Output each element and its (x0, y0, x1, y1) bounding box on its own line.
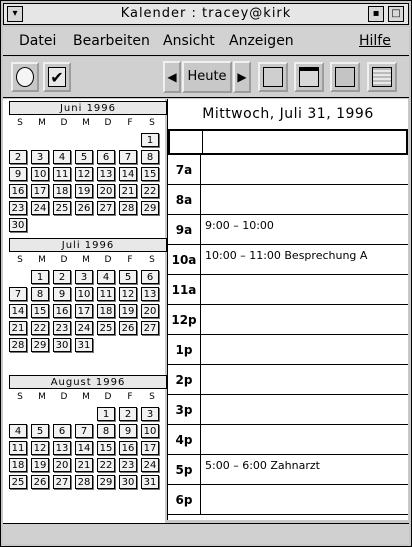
day-button[interactable]: 3 (141, 407, 159, 421)
day-button[interactable]: 9 (53, 287, 71, 301)
day-button[interactable]: 29 (141, 201, 159, 215)
month-view-button[interactable] (330, 62, 360, 92)
day-button[interactable]: 18 (53, 184, 71, 198)
appointment-slot[interactable] (201, 305, 408, 334)
menu-ansicht[interactable]: Ansicht (163, 33, 215, 49)
weekday-header-row (9, 392, 167, 404)
day-button[interactable]: 13 (53, 441, 71, 455)
day-button[interactable]: 20 (97, 184, 115, 198)
day-button[interactable]: 23 (9, 201, 27, 215)
day-button[interactable]: 22 (141, 184, 159, 198)
mini-calendar-panel (3, 99, 165, 524)
day-button[interactable]: 25 (97, 321, 115, 335)
hour-label: 6p (168, 485, 201, 514)
hour-label: 2p (168, 365, 201, 394)
weekday-label: D (60, 255, 68, 265)
day-button[interactable]: 18 (97, 304, 115, 318)
day-button[interactable]: 27 (97, 201, 115, 215)
weekday-label: F (127, 392, 133, 402)
hour-label: 10a (168, 245, 201, 274)
day-button[interactable]: 21 (9, 321, 27, 335)
day-button[interactable]: 12 (119, 287, 137, 301)
hour-row[interactable] (168, 185, 408, 215)
day-button[interactable]: 28 (119, 201, 137, 215)
day-button[interactable]: 24 (141, 458, 159, 472)
menu-hilfe[interactable]: Hilfe (359, 33, 391, 49)
day-button[interactable]: 16 (119, 441, 137, 455)
day-button[interactable]: 7 (9, 287, 27, 301)
day-button[interactable]: 12 (75, 167, 93, 181)
appointment-slot[interactable]: 5:00 – 6:00 Zahnarzt (205, 459, 320, 472)
day-button[interactable]: 8 (97, 424, 115, 438)
day-button[interactable]: 29 (97, 475, 115, 489)
appointment-slot[interactable] (201, 275, 408, 304)
day-button[interactable]: 19 (31, 458, 49, 472)
day-button[interactable]: 20 (53, 458, 71, 472)
hour-label: 12p (168, 305, 201, 334)
day-button[interactable]: 15 (97, 441, 115, 455)
hour-label: 11a (168, 275, 201, 304)
weekday-label: M (82, 118, 90, 128)
hour-label: 9a (168, 215, 201, 244)
mini-month-title[interactable]: August 1996 (9, 375, 167, 389)
hour-label: 3p (168, 395, 201, 424)
day-button[interactable]: 30 (119, 475, 137, 489)
day-button[interactable]: 3 (31, 150, 49, 164)
weekday-label: M (38, 118, 46, 128)
day-button[interactable]: 3 (75, 270, 93, 284)
status-bar (3, 523, 409, 544)
mini-month-august (9, 375, 167, 492)
day-button[interactable]: 24 (75, 321, 93, 335)
hour-row[interactable] (168, 365, 408, 395)
day-button[interactable]: 14 (75, 441, 93, 455)
day-button[interactable]: 22 (31, 321, 49, 335)
day-button[interactable]: 19 (75, 184, 93, 198)
day-button[interactable]: 12 (31, 441, 49, 455)
mini-month-title[interactable]: Juli 1996 (9, 238, 167, 252)
day-button[interactable]: 10 (31, 167, 49, 181)
title-bar[interactable] (3, 3, 409, 25)
day-button[interactable]: 23 (119, 458, 137, 472)
day-button[interactable]: 6 (97, 150, 115, 164)
appointment-slot[interactable] (201, 425, 408, 454)
day-button[interactable]: 11 (97, 287, 115, 301)
hour-row[interactable] (168, 275, 408, 305)
day-button[interactable]: 8 (31, 287, 49, 301)
day-button[interactable]: 1 (97, 407, 115, 421)
day-button[interactable]: 15 (141, 167, 159, 181)
weekday-label: D (60, 118, 68, 128)
day-button[interactable]: 30 (53, 338, 71, 352)
day-button[interactable]: 4 (9, 424, 27, 438)
hour-label: 4p (168, 425, 201, 454)
window-menu-button[interactable]: ▾ (7, 6, 23, 22)
weekday-label: S (17, 118, 23, 128)
appointment-slot[interactable] (201, 365, 408, 394)
day-button[interactable]: 17 (75, 304, 93, 318)
day-button[interactable]: 15 (31, 304, 49, 318)
hour-label: 1p (168, 335, 201, 364)
day-button[interactable]: 4 (53, 150, 71, 164)
weekday-label: M (38, 392, 46, 402)
day-button[interactable]: 9 (9, 167, 27, 181)
all-day-slot[interactable] (168, 129, 408, 155)
menu-datei[interactable]: Datei (19, 33, 57, 49)
hour-row[interactable] (168, 305, 408, 335)
day-button[interactable]: 31 (75, 338, 93, 352)
weekday-label: F (127, 118, 133, 128)
day-button[interactable]: 16 (53, 304, 71, 318)
hour-list (168, 155, 408, 515)
day-button[interactable]: 7 (75, 424, 93, 438)
menu-bearbeiten[interactable]: Bearbeiten (73, 33, 150, 49)
day-button[interactable]: 2 (53, 270, 71, 284)
day-button[interactable]: 5 (31, 424, 49, 438)
day-button[interactable]: 19 (119, 304, 137, 318)
day-button[interactable]: 6 (141, 270, 159, 284)
weekday-label: S (149, 392, 155, 402)
day-view-icon (263, 67, 283, 87)
day-button[interactable]: 2 (119, 407, 137, 421)
day-button[interactable]: 24 (31, 201, 49, 215)
appointment-slot[interactable]: 9:00 – 10:00 (205, 219, 274, 232)
hour-label: 5p (168, 455, 201, 484)
appointment-slot[interactable] (201, 485, 408, 514)
hour-row[interactable] (168, 155, 408, 185)
year-view-button[interactable] (367, 62, 397, 92)
day-grid (9, 270, 167, 355)
day-button[interactable]: 7 (119, 150, 137, 164)
weekday-label: F (127, 255, 133, 265)
weekday-label: S (17, 392, 23, 402)
hour-label: 7a (168, 155, 201, 184)
weekday-label: M (82, 392, 90, 402)
day-button[interactable]: 25 (9, 475, 27, 489)
day-button[interactable]: 21 (75, 458, 93, 472)
day-grid (9, 133, 167, 235)
hour-row[interactable] (168, 335, 408, 365)
mini-month-june (9, 101, 167, 235)
day-button[interactable]: 9 (119, 424, 137, 438)
week-view-button[interactable] (294, 62, 324, 92)
previous-day-button[interactable]: ◀ (163, 61, 181, 93)
hour-row[interactable] (168, 245, 408, 275)
weekday-label: S (149, 118, 155, 128)
day-button[interactable]: 31 (141, 475, 159, 489)
day-button[interactable]: 26 (119, 321, 137, 335)
day-button[interactable]: 14 (119, 167, 137, 181)
day-button[interactable]: 17 (31, 184, 49, 198)
day-button[interactable]: 10 (141, 424, 159, 438)
hour-row[interactable] (168, 485, 408, 515)
weekday-label: S (149, 255, 155, 265)
appointment-slot[interactable] (201, 335, 408, 364)
day-button[interactable]: 8 (141, 150, 159, 164)
mini-month-july (9, 238, 167, 355)
day-button[interactable]: 11 (53, 167, 71, 181)
weekday-header-row (9, 118, 167, 130)
day-button[interactable]: 30 (9, 218, 27, 232)
appointment-slot[interactable] (201, 185, 408, 214)
all-day-separator (202, 131, 203, 153)
today-button[interactable]: Heute (182, 61, 232, 93)
hour-row[interactable] (168, 395, 408, 425)
minimize-button[interactable]: ▪ (368, 6, 384, 22)
weekday-label: M (38, 255, 46, 265)
checkmark-icon: ✔ (48, 67, 66, 87)
day-button[interactable]: 10 (75, 287, 93, 301)
menu-anzeigen[interactable]: Anzeigen (229, 33, 294, 49)
day-button[interactable]: 28 (9, 338, 27, 352)
weekday-label: S (17, 255, 23, 265)
hour-row[interactable] (168, 215, 408, 245)
maximize-button[interactable]: □ (388, 6, 404, 22)
year-view-icon (372, 67, 392, 87)
weekday-label: M (82, 255, 90, 265)
day-view-title: Mittwoch, Juli 31, 1996 (202, 106, 374, 122)
hour-row[interactable] (168, 455, 408, 485)
day-button[interactable]: 5 (75, 150, 93, 164)
day-button[interactable]: 2 (9, 150, 27, 164)
day-button[interactable]: 11 (9, 441, 27, 455)
day-button[interactable]: 25 (53, 201, 71, 215)
day-button[interactable]: 6 (53, 424, 71, 438)
window-title: Kalender : tracey@kirk (120, 6, 292, 21)
day-button[interactable]: 26 (31, 475, 49, 489)
weekday-label: D (60, 392, 68, 402)
day-grid (9, 407, 167, 492)
todo-editor-button[interactable] (43, 62, 71, 92)
clock-icon (16, 67, 34, 87)
day-button[interactable]: 27 (141, 321, 159, 335)
day-button[interactable]: 1 (31, 270, 49, 284)
appointment-slot[interactable]: 10:00 – 11:00 Besprechung A (205, 249, 368, 262)
day-button[interactable]: 5 (119, 270, 137, 284)
day-button[interactable]: 21 (119, 184, 137, 198)
day-button[interactable]: 29 (31, 338, 49, 352)
day-button[interactable]: 14 (9, 304, 27, 318)
day-button[interactable]: 27 (53, 475, 71, 489)
month-view-icon (335, 67, 355, 87)
day-button[interactable]: 18 (9, 458, 27, 472)
day-button[interactable]: 13 (97, 167, 115, 181)
weekday-label: D (104, 118, 112, 128)
hour-row[interactable] (168, 425, 408, 455)
day-button[interactable]: 28 (75, 475, 93, 489)
appointment-slot[interactable] (201, 395, 408, 424)
day-button[interactable]: 16 (9, 184, 27, 198)
day-button[interactable]: 4 (97, 270, 115, 284)
mini-month-title[interactable]: Juni 1996 (9, 101, 167, 115)
day-button[interactable]: 13 (141, 287, 159, 301)
hour-label: 8a (168, 185, 201, 214)
day-view (167, 99, 408, 520)
appointment-slot[interactable] (201, 155, 408, 184)
day-button[interactable]: 22 (97, 458, 115, 472)
day-button[interactable]: 17 (141, 441, 159, 455)
day-button[interactable]: 26 (75, 201, 93, 215)
day-button[interactable]: 1 (141, 133, 159, 147)
week-view-icon (299, 67, 319, 87)
weekday-header-row (9, 255, 167, 267)
day-button[interactable]: 20 (141, 304, 159, 318)
appointment-editor-button[interactable] (11, 62, 39, 92)
menu-bar (3, 27, 409, 56)
weekday-label: D (104, 392, 112, 402)
day-button[interactable]: 23 (53, 321, 71, 335)
weekday-label: D (104, 255, 112, 265)
next-day-button[interactable]: ▶ (233, 61, 251, 93)
day-view-button[interactable] (258, 62, 288, 92)
